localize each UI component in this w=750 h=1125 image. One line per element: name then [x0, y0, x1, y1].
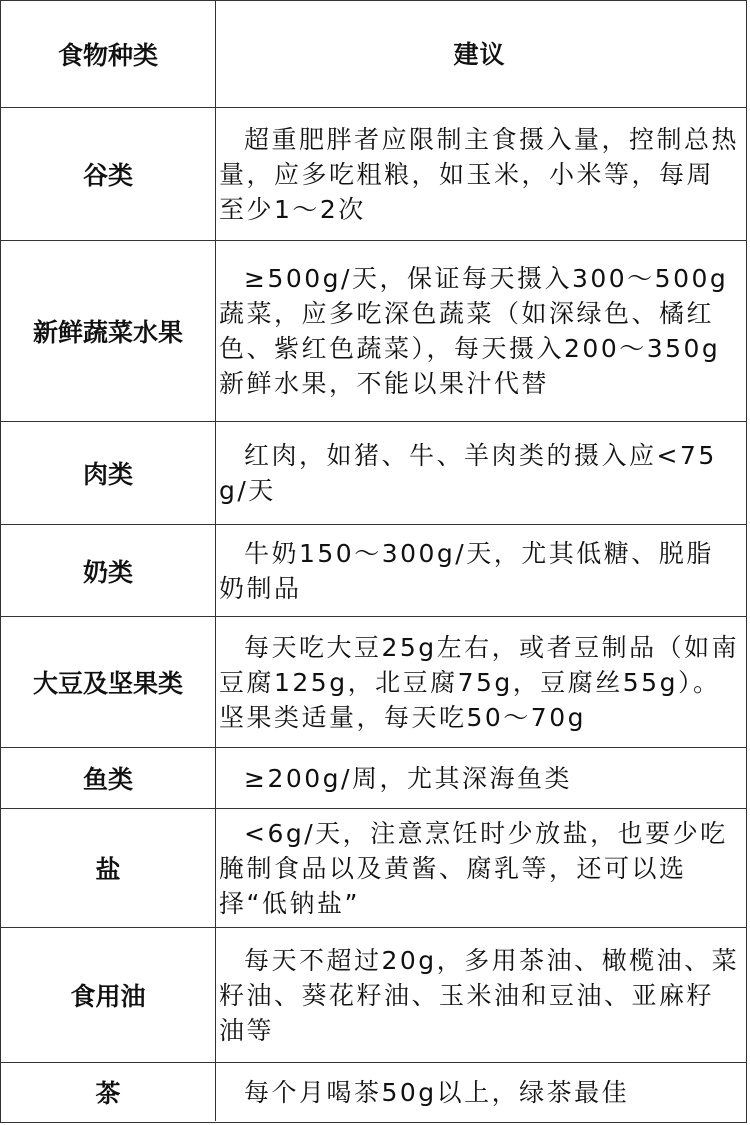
table-row-soy-nuts [1, 617, 746, 748]
advice-cell [216, 617, 746, 747]
table-row-tea [1, 1063, 746, 1121]
food-name: 鱼类 [82, 765, 133, 794]
advice-text: 每天吃大豆25g左右，或者豆制品（如南豆腐125g，北豆腐75g，豆腐丝55g）。坚果类适量，每天吃50～70g [219, 632, 740, 732]
advice-cell [216, 108, 746, 240]
food-cell [1, 748, 216, 808]
table-header-row [1, 1, 746, 108]
advice-cell [216, 928, 746, 1062]
advice-text: 每天不超过20g，多用茶油、橄榄油、菜籽油、葵花籽油、玉米油和豆油、亚麻籽油等 [219, 945, 740, 1045]
food-cell [1, 809, 216, 927]
table-row-cooking-oil [1, 928, 746, 1063]
food-cell [1, 617, 216, 747]
food-name: 食用油 [70, 982, 146, 1011]
header-advice [216, 1, 746, 107]
food-cell [1, 422, 216, 524]
food-name: 茶 [95, 1079, 121, 1108]
food-cell [1, 1063, 216, 1121]
advice-text: <6g/天，注意烹饪时少放盐，也要少吃腌制食品以及黄酱、腐乳等，还可以选择“低钠盐” [219, 818, 728, 918]
advice-text: 每个月喝茶50g以上，绿茶最佳 [244, 1077, 630, 1107]
advice-cell [216, 1063, 746, 1121]
table-row-meat [1, 422, 746, 525]
advice-cell [216, 748, 746, 808]
advice-cell [216, 422, 746, 524]
advice-text: 牛奶150～300g/天，尤其低糖、脱脂奶制品 [219, 538, 714, 603]
food-name: 大豆及坚果类 [32, 669, 183, 698]
advice-cell [216, 525, 746, 616]
food-cell [1, 525, 216, 616]
header-advice-label: 建议 [453, 39, 506, 69]
food-name: 奶类 [82, 557, 133, 587]
table-row-dairy [1, 525, 746, 617]
table-row-fish [1, 748, 746, 809]
food-name: 谷类 [82, 161, 133, 190]
table-row-grains [1, 108, 746, 241]
advice-text: ≥500g/天，保证每天摄入300～500g蔬菜，应多吃深色蔬菜（如深绿色、橘红色、紫红色蔬菜），每天摄入200～350g新鲜水果，不能以果汁代替 [219, 264, 729, 398]
food-name: 新鲜蔬菜水果 [32, 318, 183, 347]
advice-cell [216, 241, 746, 421]
advice-text: 超重肥胖者应限制主食摄入量，控制总热量，应多吃粗粮，如玉米，小米等，每周至少1～2次 [219, 124, 740, 224]
table-row-salt [1, 809, 746, 928]
food-name: 盐 [95, 855, 121, 884]
advice-cell [216, 809, 746, 927]
header-food-type [1, 1, 216, 107]
advice-text: 红肉，如猪、牛、羊肉类的摄入应<75g/天 [219, 441, 717, 505]
food-name: 肉类 [82, 460, 133, 489]
food-cell [1, 108, 216, 240]
food-cell [1, 928, 216, 1062]
table-row-vegetables-fruits [1, 241, 746, 422]
food-cell [1, 241, 216, 421]
advice-text: ≥200g/周，尤其深海鱼类 [244, 763, 572, 793]
header-food-type-label: 食物种类 [57, 41, 158, 70]
